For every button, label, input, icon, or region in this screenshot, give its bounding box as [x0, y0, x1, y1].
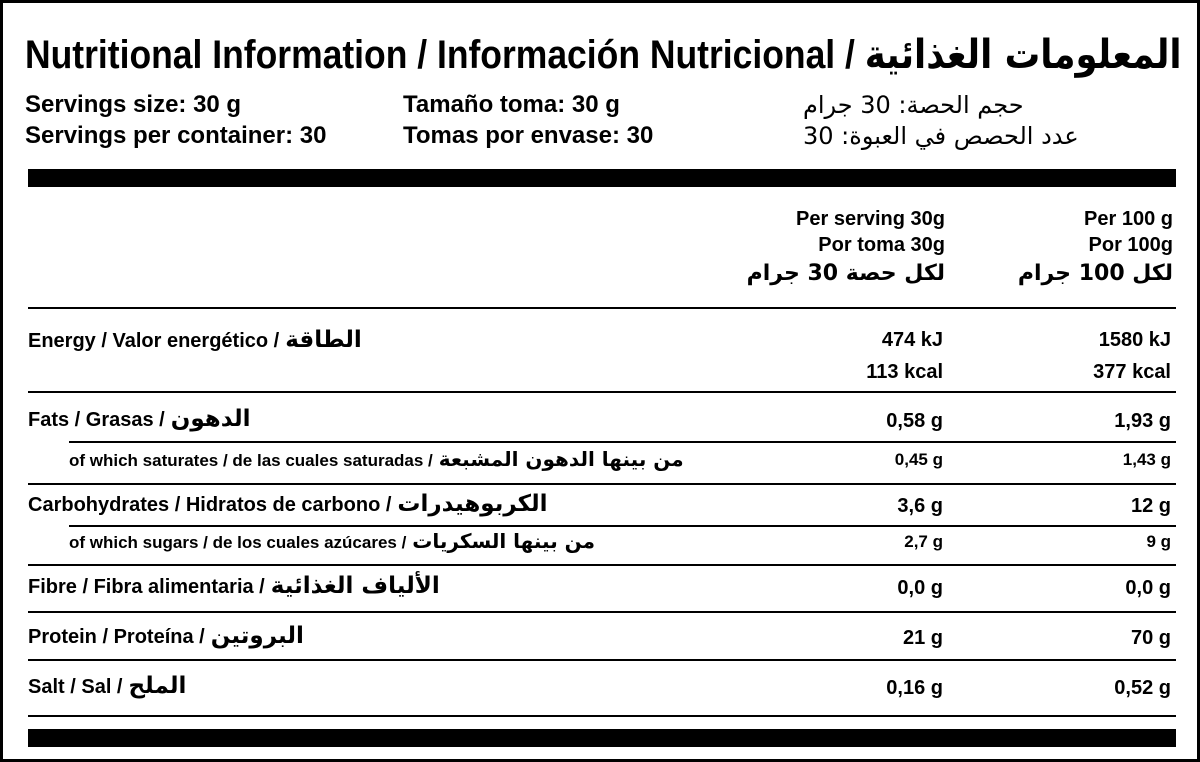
energy-per-100g-kcal: 377 kcal	[1093, 361, 1171, 383]
carbohydrates-per-100g: 12 g	[1130, 495, 1171, 517]
serving-size-en: Servings size: 30 g	[25, 91, 242, 118]
carbohydrates-label-arabic: الكربوهيدرات	[397, 491, 548, 517]
row-energy-label	[28, 327, 362, 353]
carbohydrates-per-serving: 3,6 g	[897, 495, 943, 517]
row-carbohydrates-label	[28, 491, 548, 517]
per-100g-es: Por 100g	[1088, 234, 1173, 256]
per-serving-en: Per serving 30g	[796, 208, 945, 230]
row-salt-label	[28, 673, 186, 699]
sugars-per-100g: 9 g	[1146, 532, 1171, 551]
row-divider	[28, 611, 1176, 613]
row-divider	[28, 483, 1176, 485]
servings-per-container-ar: عدد الحصص في العبوة: 30	[803, 122, 1079, 150]
row-protein-label	[28, 623, 304, 649]
sugars-label-arabic: من بينها السكريات	[412, 529, 596, 553]
sugars-per-serving: 2,7 g	[904, 532, 943, 551]
row-divider	[28, 564, 1176, 566]
fats-per-serving: 0,58 g	[886, 410, 943, 432]
row-divider	[28, 659, 1176, 661]
fats-label-arabic: الدهون	[170, 406, 251, 432]
servings-per-container-en: Servings per container: 30	[25, 122, 327, 149]
salt-label-arabic: الملح	[128, 673, 187, 699]
title-english: Nutritional Information /	[25, 33, 428, 77]
row-sugars-label	[69, 529, 595, 553]
fibre-label-arabic: الألياف الغذائية	[270, 573, 440, 599]
column-header-per-100g	[971, 206, 1173, 290]
salt-per-serving: 0,16 g	[886, 677, 943, 699]
title-arabic: المعلومات الغذائية	[864, 32, 1182, 78]
protein-label-arabic: البروتين	[210, 623, 304, 649]
saturates-per-100g: 1,43 g	[1122, 450, 1171, 469]
sub-row-divider	[69, 441, 1176, 443]
energy-per-100g-kj: 1580 kJ	[1098, 329, 1171, 351]
per-100g-en: Per 100 g	[1084, 208, 1173, 230]
row-fibre-label	[28, 573, 440, 599]
protein-per-serving: 21 g	[902, 627, 943, 649]
per-100g-ar: لكل 100 جرام	[1017, 261, 1173, 286]
salt-label-latin: Salt / Sal /	[28, 676, 123, 698]
fibre-label-latin: Fibre / Fibra alimentaria /	[28, 576, 265, 598]
carbohydrates-label-latin: Carbohydrates / Hidratos de carbono /	[28, 494, 392, 516]
bottom-divider-bar	[28, 729, 1176, 747]
fibre-per-100g: 0,0 g	[1125, 577, 1171, 599]
protein-label-latin: Protein / Proteína /	[28, 626, 205, 648]
sugars-label-latin: of which sugars / de los cuales azúcares /	[69, 533, 407, 552]
column-header-per-serving	[703, 206, 945, 290]
saturates-label-arabic: من بينها الدهون المشبعة	[438, 447, 684, 471]
header-divider	[28, 307, 1176, 309]
title-spanish: Información Nutricional /	[436, 33, 855, 77]
row-divider	[28, 715, 1176, 717]
row-divider	[28, 391, 1176, 393]
serving-size-es: Tamaño toma: 30 g	[403, 91, 620, 118]
per-serving-es: Por toma 30g	[818, 234, 945, 256]
fats-per-100g: 1,93 g	[1114, 410, 1171, 432]
energy-label-latin: Energy / Valor energético /	[28, 330, 280, 352]
fibre-per-serving: 0,0 g	[897, 577, 943, 599]
protein-per-100g: 70 g	[1130, 627, 1171, 649]
fats-label-latin: Fats / Grasas /	[28, 409, 165, 431]
sub-row-divider	[69, 525, 1176, 527]
serving-size-ar: حجم الحصة: 30 جرام	[803, 91, 1024, 119]
salt-per-100g: 0,52 g	[1114, 677, 1171, 699]
row-fats-label	[28, 406, 251, 432]
energy-per-serving-kcal: 113 kcal	[866, 361, 943, 383]
servings-per-container-es: Tomas por envase: 30	[403, 122, 654, 149]
saturates-label-latin: of which saturates / de las cuales saturadas /	[69, 451, 433, 470]
energy-label-arabic: الطاقة	[285, 327, 362, 353]
energy-per-serving-kj: 474 kJ	[881, 329, 943, 351]
per-serving-ar: لكل حصة 30 جرام	[746, 261, 945, 286]
top-divider-bar	[28, 169, 1176, 187]
row-saturates-label	[69, 447, 684, 471]
page-title	[25, 29, 1182, 81]
saturates-per-serving: 0,45 g	[894, 450, 943, 469]
